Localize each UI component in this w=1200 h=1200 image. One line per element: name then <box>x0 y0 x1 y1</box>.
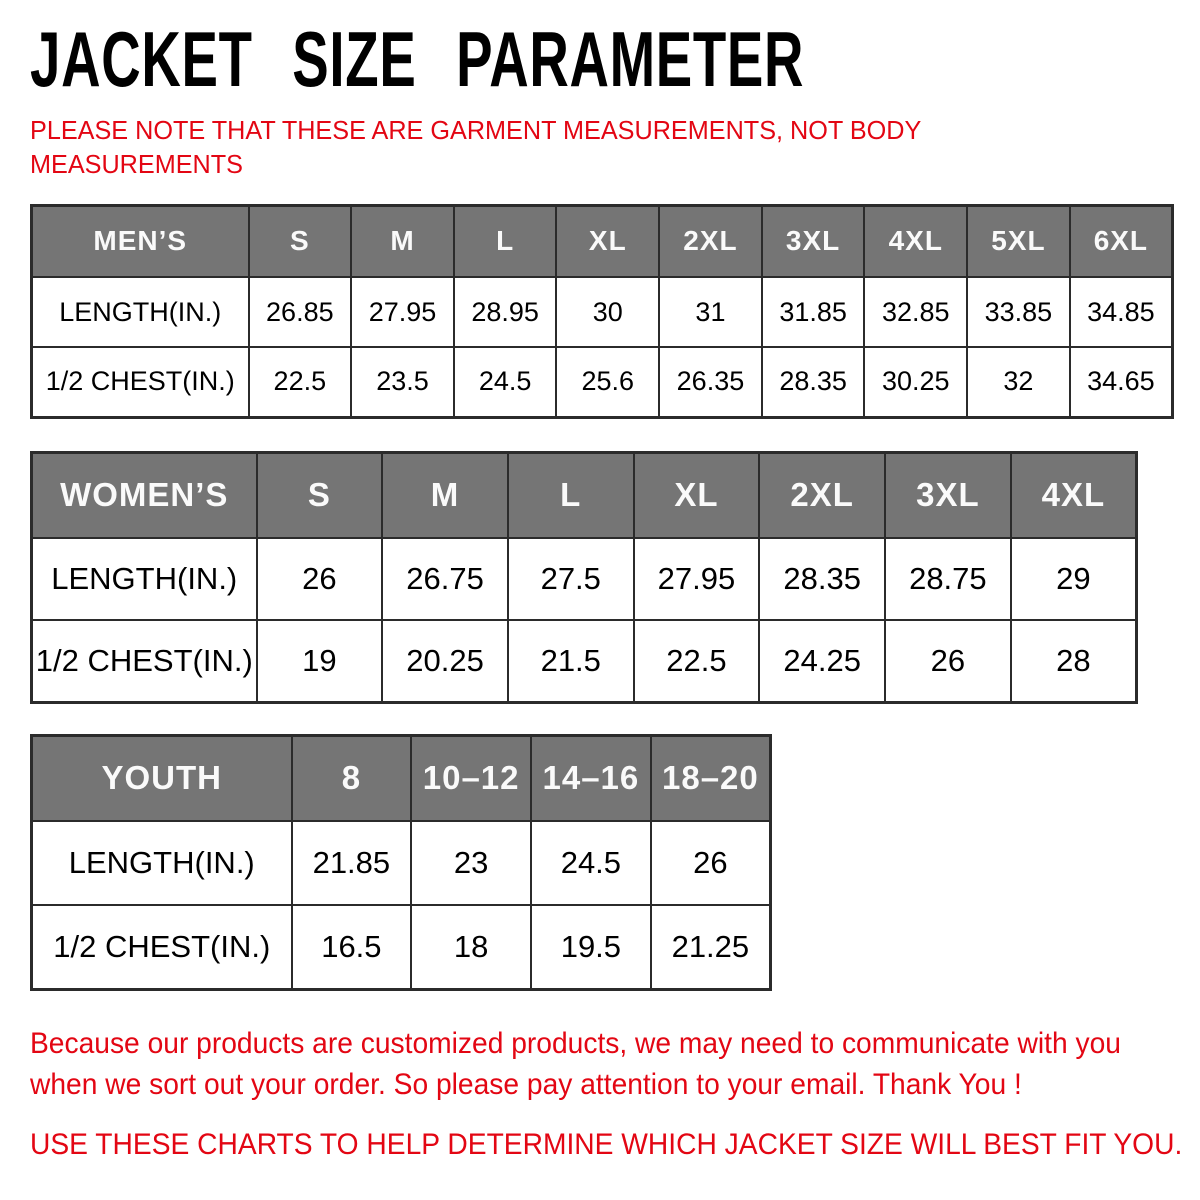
mens-size-table <box>30 204 1174 419</box>
womens-size-table <box>30 451 1138 704</box>
size-column-header: XL <box>634 452 760 538</box>
size-column-header: M <box>382 452 508 538</box>
measurement-value: 31 <box>659 277 762 347</box>
measurement-value: 34.65 <box>1070 347 1173 417</box>
garment-measurement-note <box>30 114 1200 182</box>
size-column-header: 6XL <box>1070 205 1173 277</box>
customization-notice-line-1: Because our products are customized products, we may need to communicate with you <box>30 1026 1121 1060</box>
measurement-value: 28.75 <box>885 538 1011 620</box>
measurement-row <box>32 905 771 989</box>
size-column-header: L <box>508 452 634 538</box>
measurement-value: 27.95 <box>351 277 454 347</box>
size-column-header: 14–16 <box>531 735 651 821</box>
measurement-value: 24.25 <box>759 620 885 702</box>
measurement-value: 27.95 <box>634 538 760 620</box>
measurement-row-label: LENGTH(IN.) <box>32 277 249 347</box>
measurement-value: 24.5 <box>454 347 557 417</box>
measurement-row <box>32 347 1173 417</box>
size-column-header: 4XL <box>1011 452 1137 538</box>
measurement-value: 29 <box>1011 538 1137 620</box>
measurement-row <box>32 821 771 905</box>
measurement-row-label: 1/2 CHEST(IN.) <box>32 347 249 417</box>
measurement-value: 25.6 <box>556 347 659 417</box>
measurement-value: 28.35 <box>762 347 865 417</box>
measurement-value: 22.5 <box>634 620 760 702</box>
measurement-value: 22.5 <box>249 347 352 417</box>
measurement-value: 32.85 <box>864 277 967 347</box>
measurement-value: 19.5 <box>531 905 651 989</box>
page-title-text: JACKET SIZE PARAMETER <box>30 15 805 103</box>
size-column-header: 3XL <box>762 205 865 277</box>
measurement-row <box>32 620 1137 702</box>
size-column-header: S <box>249 205 352 277</box>
customization-notice-line-2: when we sort out your order. So please pay attention to your email. Thank You ! <box>30 1067 1022 1101</box>
measurement-value: 27.5 <box>508 538 634 620</box>
measurement-value: 26.75 <box>382 538 508 620</box>
measurement-row <box>32 538 1137 620</box>
fit-guidance-text: USE THESE CHARTS TO HELP DETERMINE WHICH JACKET SIZE WILL BEST FIT YOU. <box>30 1128 1183 1162</box>
size-column-header: 5XL <box>967 205 1070 277</box>
size-column-header: 2XL <box>659 205 762 277</box>
size-column-header: L <box>454 205 557 277</box>
table-title-cell: MEN’S <box>32 205 249 277</box>
size-column-header: XL <box>556 205 659 277</box>
measurement-value: 30.25 <box>864 347 967 417</box>
measurement-value: 19 <box>257 620 383 702</box>
measurement-row-label: LENGTH(IN.) <box>32 821 292 905</box>
measurement-row-label: 1/2 CHEST(IN.) <box>32 905 292 989</box>
youth-size-table <box>30 734 772 991</box>
size-column-header: M <box>351 205 454 277</box>
note-line-2: MEASUREMENTS <box>30 148 243 179</box>
measurement-row-label: 1/2 CHEST(IN.) <box>32 620 257 702</box>
size-column-header: 4XL <box>864 205 967 277</box>
table-title-cell: WOMEN’S <box>32 452 257 538</box>
measurement-value: 26 <box>257 538 383 620</box>
measurement-value: 26.35 <box>659 347 762 417</box>
measurement-value: 26 <box>651 821 771 905</box>
size-column-header: S <box>257 452 383 538</box>
size-column-header: 3XL <box>885 452 1011 538</box>
measurement-value: 23.5 <box>351 347 454 417</box>
size-column-header: 10–12 <box>411 735 531 821</box>
size-column-header: 2XL <box>759 452 885 538</box>
customization-notice <box>30 1023 1200 1106</box>
measurement-value: 20.25 <box>382 620 508 702</box>
measurement-value: 28 <box>1011 620 1137 702</box>
measurement-value: 23 <box>411 821 531 905</box>
measurement-row-label: LENGTH(IN.) <box>32 538 257 620</box>
page-title <box>0 0 1200 103</box>
table-title-cell: YOUTH <box>32 735 292 821</box>
measurement-value: 28.95 <box>454 277 557 347</box>
note-line-1: PLEASE NOTE THAT THESE ARE GARMENT MEASUREMENTS, NOT BODY <box>30 115 922 145</box>
size-column-header: 8 <box>292 735 412 821</box>
measurement-value: 28.35 <box>759 538 885 620</box>
measurement-row <box>32 277 1173 347</box>
size-header-row <box>32 735 771 821</box>
measurement-value: 21.5 <box>508 620 634 702</box>
measurement-value: 21.85 <box>292 821 412 905</box>
measurement-value: 21.25 <box>651 905 771 989</box>
size-header-row <box>32 205 1173 277</box>
measurement-value: 18 <box>411 905 531 989</box>
measurement-value: 34.85 <box>1070 277 1173 347</box>
measurement-value: 24.5 <box>531 821 651 905</box>
measurement-value: 33.85 <box>967 277 1070 347</box>
size-header-row <box>32 452 1137 538</box>
measurement-value: 26.85 <box>249 277 352 347</box>
measurement-value: 30 <box>556 277 659 347</box>
measurement-value: 31.85 <box>762 277 865 347</box>
measurement-value: 16.5 <box>292 905 412 989</box>
measurement-value: 26 <box>885 620 1011 702</box>
measurement-value: 32 <box>967 347 1070 417</box>
size-column-header: 18–20 <box>651 735 771 821</box>
fit-guidance-note <box>30 1127 1200 1163</box>
